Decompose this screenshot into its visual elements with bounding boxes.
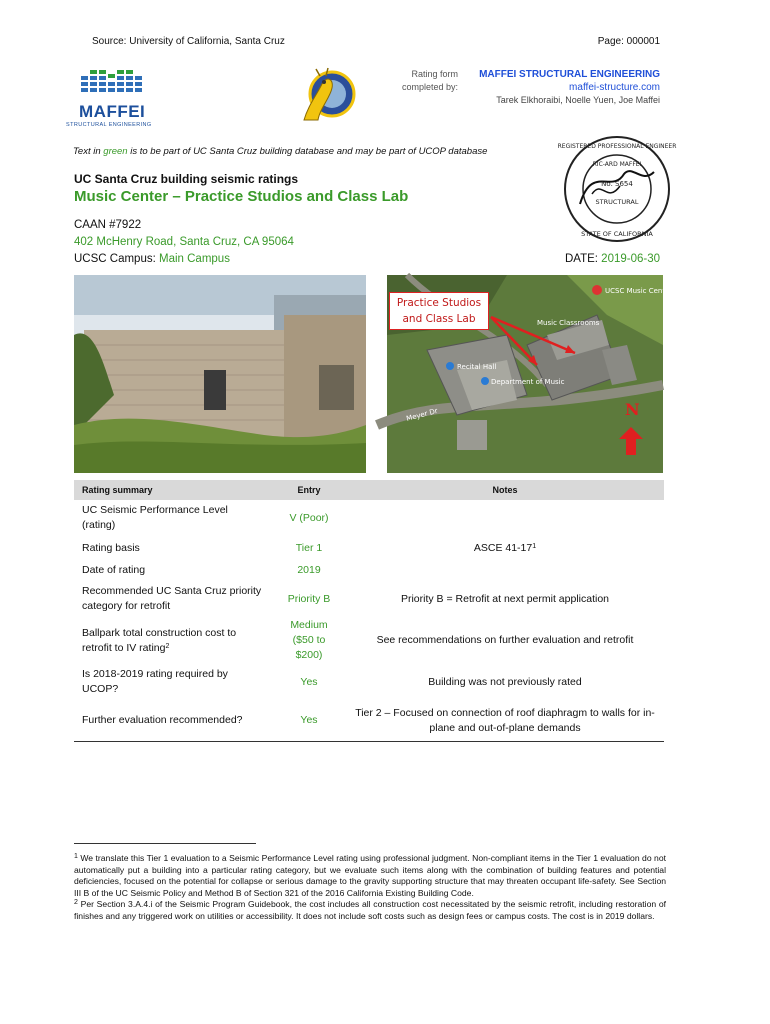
table-row (74, 500, 664, 536)
seal-state: STATE OF CALIFORNIA (581, 230, 653, 238)
rating-form-line1: Rating form (411, 69, 458, 79)
footnote-divider (74, 843, 256, 844)
seal-discipline: STRUCTURAL (595, 198, 639, 206)
building-photo-image (74, 275, 366, 473)
footnote-2 (74, 899, 666, 922)
footnote-1-text: We translate this Tier 1 evaluation to a Seismic Performance Level rating using professional judgment. Non-compliant items in the Tier 1 evaluation do not automatically put a building into a particular rating category, but we evaluate such items along with the combination of building features and potential deficiencies, focused on the potential for collapse or serious damage to the gravity supporting structure that may threaten occupant life-safety. See Section III B of the UC Seismic Policy and Method B of Section 321 of the 2016 California Existing Building Code. (74, 853, 666, 898)
row-label: Rating basis (82, 541, 140, 554)
campus-label: UCSC Campus: (74, 253, 159, 265)
firm-people: Tarek Elkhoraibi, Noelle Yuen, Joe Maffei (496, 95, 660, 105)
building-title: Music Center – Practice Studios and Class Lab (74, 188, 409, 205)
page-number: Page: 000001 (597, 36, 660, 47)
table-row (74, 618, 664, 663)
row-notes: Building was not previously rated (428, 675, 582, 688)
header-notes: Notes (346, 480, 664, 500)
row-notes: Tier 2 – Focused on connection of roof diaphragm to walls for in-plane and out-of-plane demands (355, 706, 655, 734)
table-header-row (74, 480, 664, 500)
database-title: UC Santa Cruz building seismic ratings (74, 172, 299, 186)
row-entry: V (Poor) (289, 511, 329, 524)
row-notes (346, 500, 664, 536)
footnote-1-number: 1 (74, 853, 78, 860)
date-value: 2019-06-30 (601, 253, 660, 265)
footnote-ref-2[interactable]: 2 (165, 642, 170, 650)
row-label: Is 2018-2019 rating required by UCOP? (82, 668, 228, 695)
building-photo (74, 275, 366, 473)
note-pre: Text in (73, 146, 104, 157)
logo-wordmark: MAFFEI (79, 102, 146, 121)
map-label-classrooms: Music Classrooms (537, 319, 600, 327)
row-entry: Medium ($50 to $200) (290, 619, 328, 661)
caan-number: CAAN #7922 (74, 219, 142, 231)
date-label: DATE: (564, 253, 602, 265)
rating-form-line2: completed by: (401, 82, 458, 92)
table-row (74, 701, 664, 741)
maffei-logo (66, 68, 156, 130)
table-row (74, 663, 664, 701)
callout-line1: Practice Studios (396, 297, 482, 309)
footnote-1 (74, 853, 666, 899)
row-label: Recommended UC Santa Cruz priority category for retrofit (82, 585, 262, 612)
row-notes-text: ASCE 41-17 (473, 541, 533, 554)
ucsc-mascot-seal (298, 66, 360, 128)
row-notes (346, 536, 664, 560)
source-line: Source: University of California, Santa Cruz (92, 36, 285, 47)
note-green-word: green (103, 146, 128, 157)
table-row (74, 560, 664, 580)
header-entry: Entry (272, 480, 346, 500)
rating-form-label (392, 68, 458, 94)
building-callout (389, 292, 489, 330)
row-label-text: Ballpark total construction cost to retrofit to IV rating (82, 626, 237, 654)
row-label: Date of rating (82, 563, 146, 576)
footnotes (74, 853, 666, 922)
row-notes: Priority B = Retrofit at next permit application (400, 592, 610, 605)
callout-line2: and Class Lab (402, 313, 476, 325)
map-label-road: Meyer Dr (405, 406, 439, 423)
row-label (74, 618, 272, 663)
engineer-seal-stamp (557, 134, 677, 244)
footnote-2-number: 2 (74, 899, 78, 906)
table-row (74, 580, 664, 618)
logo-subtext: STRUCTURAL ENGINEERING (66, 122, 152, 128)
banana-slug-icon (298, 66, 360, 128)
engineer-seal (557, 134, 677, 244)
seal-name: RIC-ARD MAFFEI (592, 161, 642, 168)
row-notes (346, 560, 664, 580)
row-label: Further evaluation recommended? (82, 714, 243, 727)
seal-ring-text: REGISTERED PROFESSIONAL ENGINEER (557, 143, 677, 150)
footnote-2-text: Per Section 3.A.4.i of the Seismic Program Guidebook, the cost includes all construction cost necessitated by the seismic retrofit, including restoration of finishes and any triggered work on utilities or accessibility. It does not include soft costs such as design fees or campus costs. The cost is in 2019 dollars. (74, 899, 666, 921)
map-label-dept-music: Department of Music (491, 378, 565, 386)
campus-line (74, 253, 230, 265)
table-row (74, 536, 664, 560)
map-label-music-center: UCSC Music Center (605, 287, 673, 295)
row-entry: Yes (300, 675, 318, 688)
row-notes: See recommendations on further evaluation and retrofit (376, 634, 634, 646)
building-address: 402 McHenry Road, Santa Cruz, CA 95064 (74, 236, 294, 248)
green-text-note (73, 146, 487, 157)
map-label-recital-hall: Recital Hall (457, 363, 497, 371)
note-post: is to be part of UC Santa Cruz building database and may be part of UCOP database (127, 146, 488, 157)
firm-name: MAFFEI STRUCTURAL ENGINEERING (479, 69, 660, 80)
row-entry: Priority B (287, 592, 331, 605)
row-entry: 2019 (297, 563, 321, 576)
header-rating-summary: Rating summary (74, 480, 272, 500)
firm-website-link[interactable]: maffei-structure.com (569, 82, 660, 93)
rating-summary-table (74, 480, 664, 742)
row-entry: Tier 1 (295, 541, 323, 554)
row-entry: Yes (300, 714, 318, 727)
north-label: N (625, 400, 640, 419)
date-line (565, 253, 660, 265)
campus-value: Main Campus (159, 253, 230, 265)
row-label: UC Seismic Performance Level (rating) (82, 504, 228, 531)
firm-info (476, 68, 660, 107)
footnote-ref-1[interactable]: 1 (532, 542, 537, 550)
seal-number: No. S654 (601, 180, 633, 188)
